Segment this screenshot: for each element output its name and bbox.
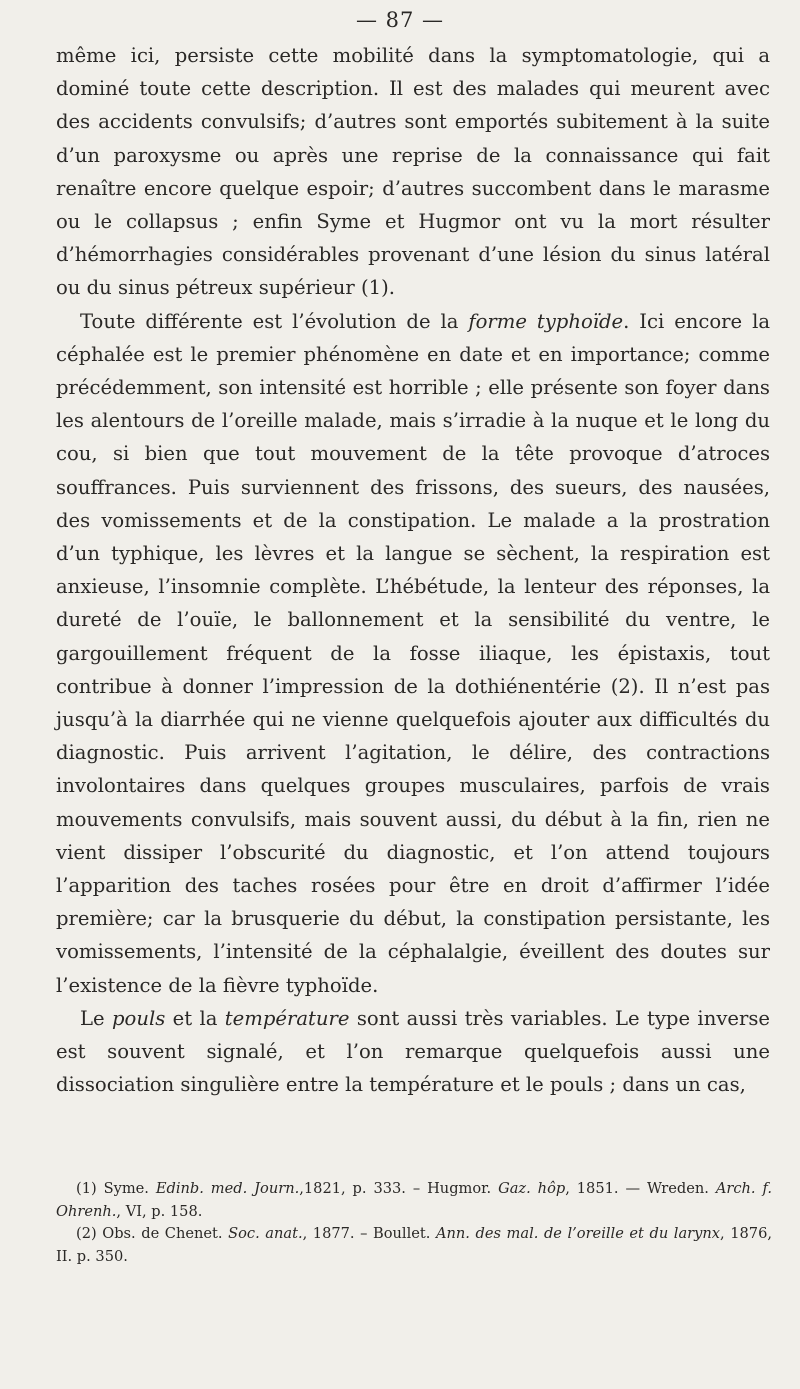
page-number: — 87 — (355, 8, 445, 32)
paragraph-3-text-a: Le (80, 1006, 112, 1030)
main-text (56, 39, 770, 1102)
paragraph-2-emphasis: forme typhoïde (468, 309, 624, 333)
footnotes (56, 1178, 772, 1268)
footnote-1-journal-arch: Arch. f. Ohrenh. (56, 1180, 772, 1220)
paragraph-1: même ici, persiste cette mobilité dans la symptomatologie, qui a dominé toute cette description. Il est des malades qui meurent avec des accidents convulsifs; d’autres sont emportés subitement à la suite d’un paroxysme ou après une reprise de la connaissance qui fait renaître encore quelque espoir; d’autres succombent dans le marasme ou le collapsus ; enfin Syme et Hugmor ont vu la mort résulter d’hémorrhagies considérables provenant d’une lésion du sinus latéral ou du sinus pétreux supérieur (1). (56, 44, 770, 300)
footnote-2-journal-soc: Soc. anat. (228, 1225, 303, 1242)
footnote-2-part-c: , 1877. – Boullet. (302, 1225, 436, 1242)
footnote-1-journal-gaz: Gaz. hôp (498, 1180, 566, 1197)
footnote-1-part-a: (1) Syme. (76, 1180, 156, 1197)
footnote-2 (56, 1223, 772, 1268)
footnote-2-journal-ann: Ann. des mal. de l’oreille et du larynx (435, 1225, 721, 1242)
footnote-1-part-e: , 1851. — Wreden. (565, 1180, 716, 1197)
paragraph-2 (56, 305, 770, 1002)
paragraph-3-emphasis-temperature: température (224, 1006, 350, 1030)
paragraph-3 (56, 1002, 770, 1102)
footnote-1-journal-edinb: Edinb. med. Journ. (155, 1180, 300, 1197)
paragraph-3-emphasis-pouls: pouls (111, 1006, 166, 1030)
footnote-1 (56, 1178, 772, 1223)
footnote-2-part-e: , 1876, II. p. 350. (56, 1225, 773, 1265)
footnote-1-part-g: , VI, p. 158. (116, 1202, 203, 1220)
footnote-2-part-a: (2) Obs. de Chenet. (76, 1225, 229, 1242)
paragraph-2-text-a: Toute différente est l’évolution de la (80, 309, 469, 333)
footnote-1-part-c: ,1821, p. 333. – Hugmor. (299, 1180, 499, 1197)
paragraph-2-text-b: . Ici encore la céphalée est le premier phénomène en date et en importance; comme précédemment, son intensité est horrible ; elle présente son foyer dans les alentours de l’oreille malade, mais s’irradie à la nuque et le long du cou, si bien que tout mouvement de la tête provoque d’atroces souffrances. Puis surviennent des frissons, des sueurs, des nausées, des vomissements et de la constipation. Le malade a la prostration d’un typhique, les lèvres et la langue se sèchent, la respiration est anxieuse, l’insomnie complète. L’hébétude, la lenteur des réponses, la dureté de l’ouïe, le ballonnement et la sensibilité du ventre, le gargouillement fréquent de la fosse iliaque, les épistaxis, tout contribue à donner l’impression de la dothiénentérie (2). Il n’est pas jusqu’à la diarrhée qui ne vienne quelquefois ajouter aux difficultés du diagnostic. Puis arrivent l’agitation, le délire, des contractions involontaires dans quelques groupes musculaires, parfois de vrais mouvements convulsifs, mais souvent aussi, du début à la fin, rien ne vient dissiper l’obscurité du diagnostic, et l’on attend toujours l’apparition des taches rosées pour être en droit d’affirmer l’idée première; car la brusquerie du début, la constipation persistante, les vomissements, l’intensité de la céphalalgie, éveillent des doutes sur l’existence de la fièvre typhoïde. (56, 309, 771, 997)
paragraph-3-text-b: et la (165, 1006, 225, 1030)
paragraph-3-text-c: sont aussi très variables. Le type inverse est souvent signalé, et l’on remarque quelquefois aussi une dissociation singulière entre la température et le pouls ; dans un cas, (56, 1006, 770, 1097)
